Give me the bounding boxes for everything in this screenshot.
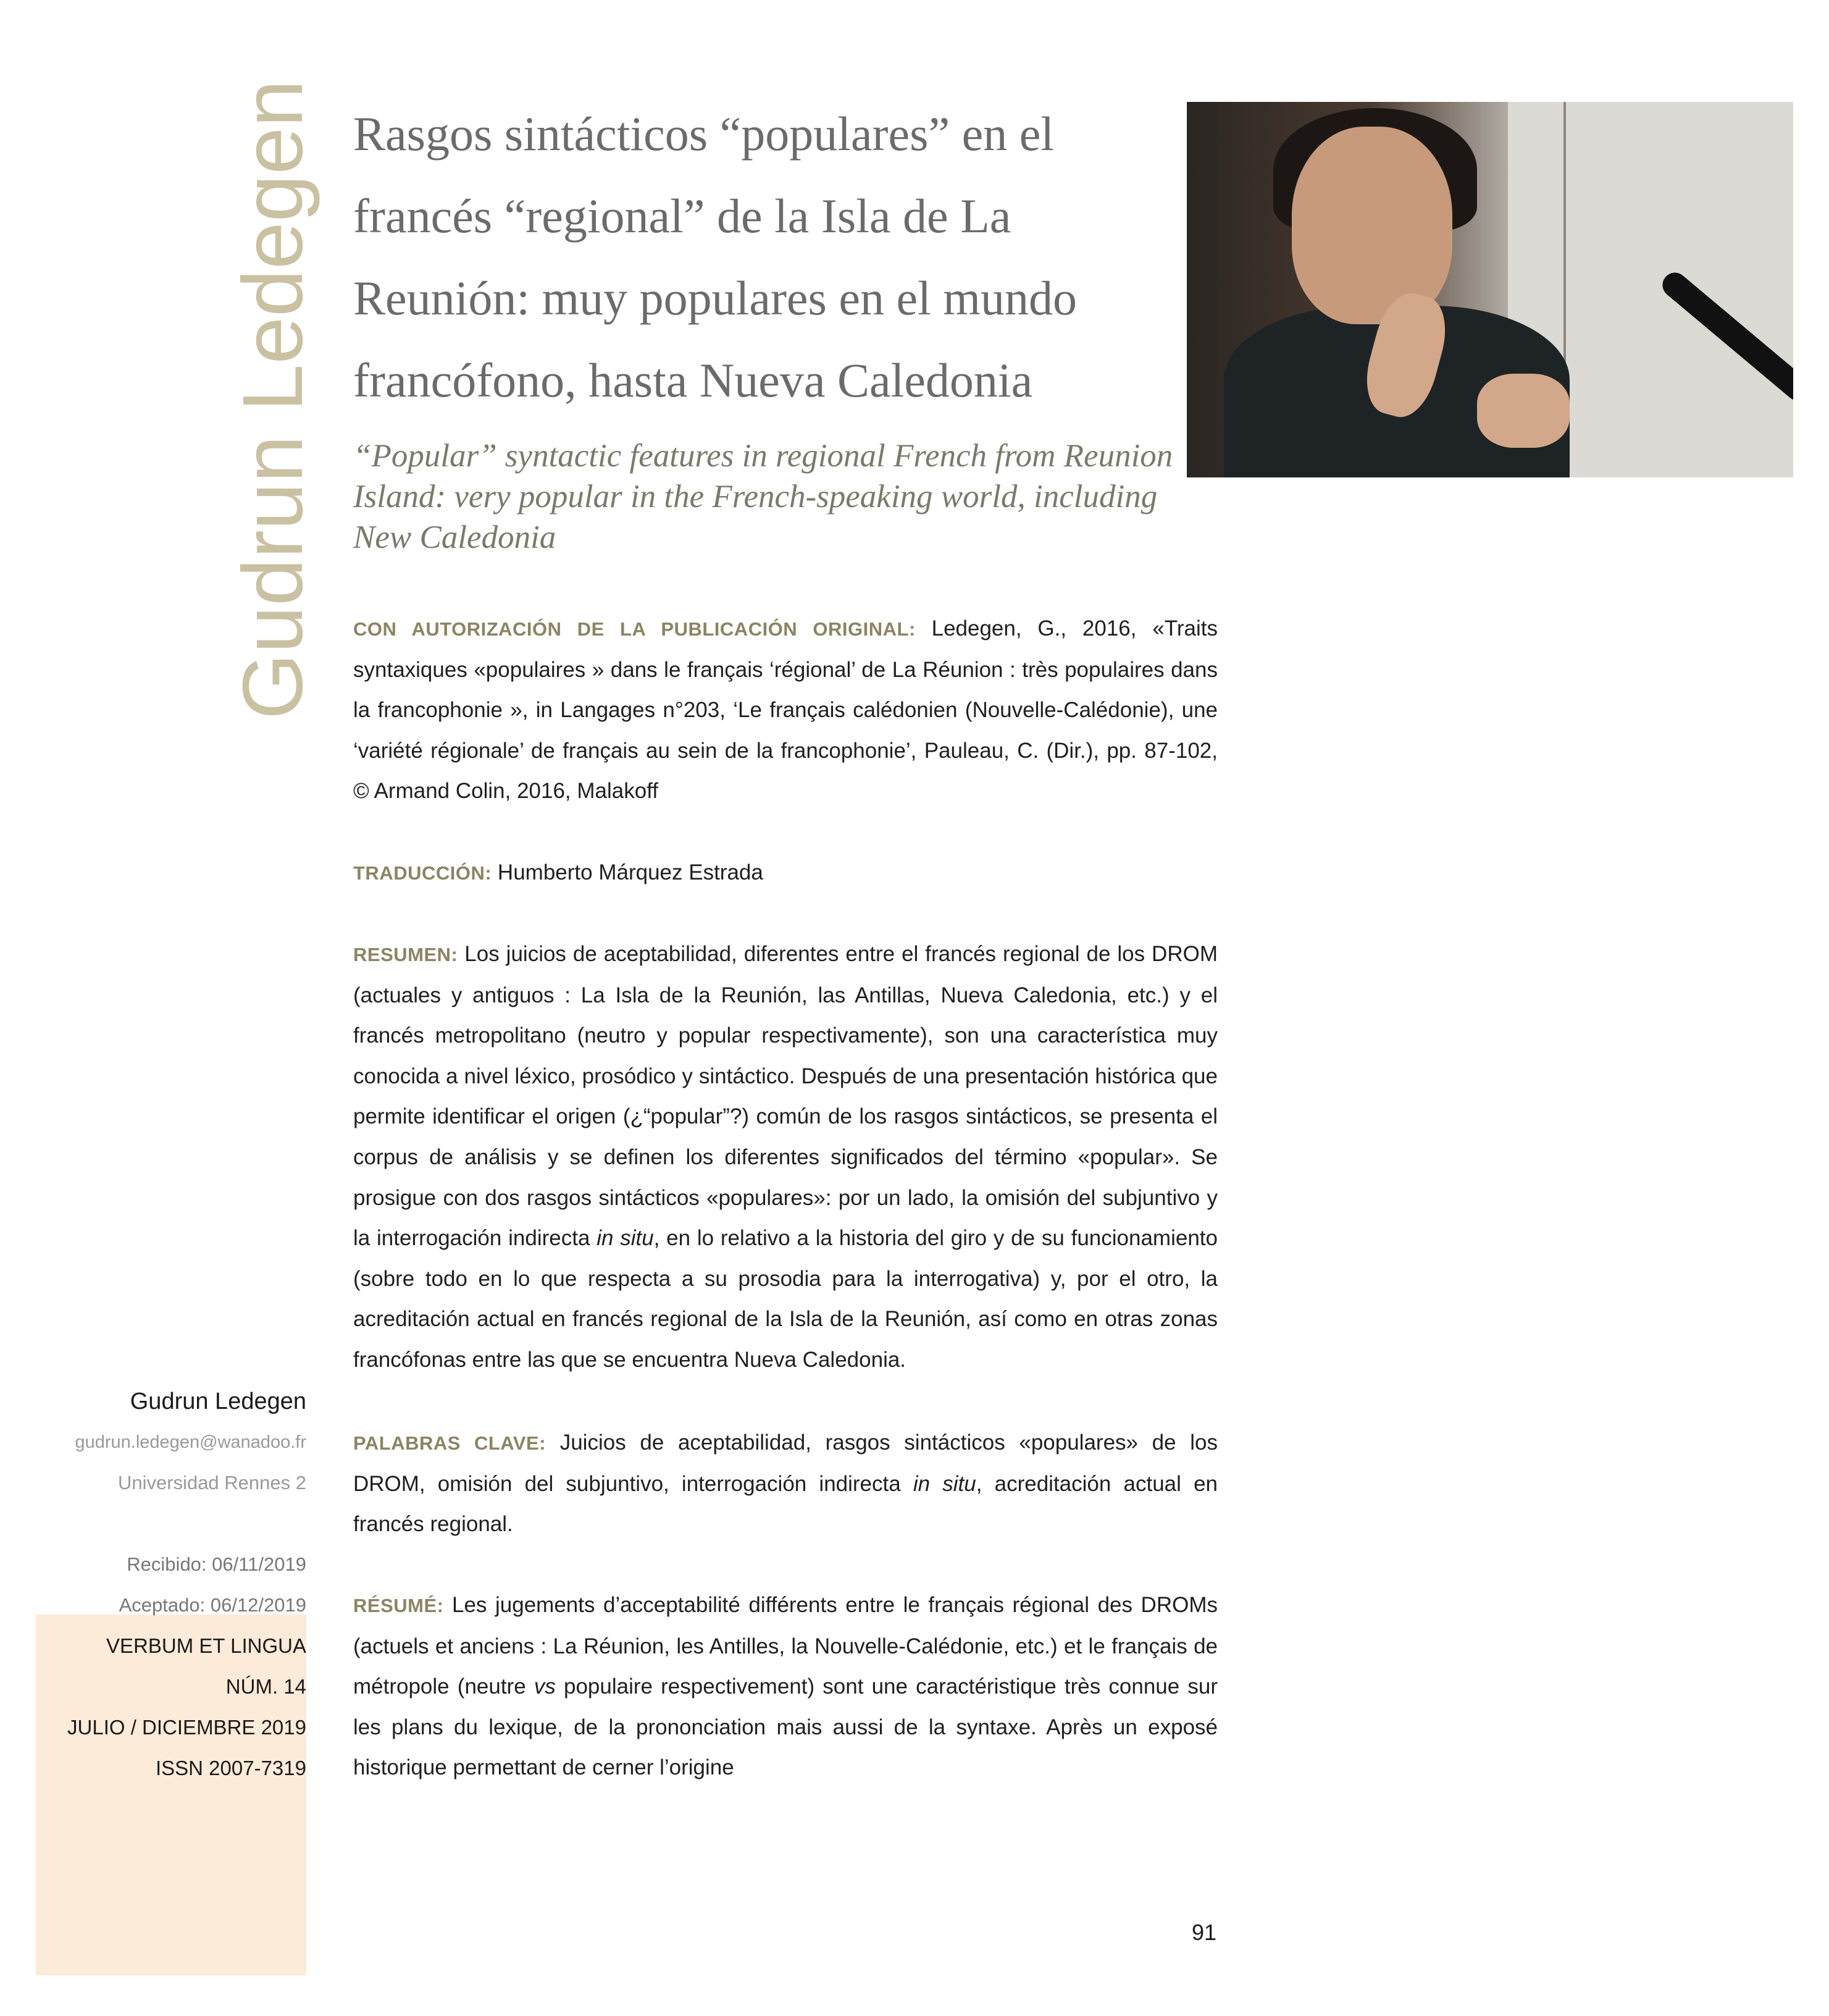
- sidebar-issn: ISSN 2007-7319: [155, 1757, 306, 1779]
- sidebar-issue-period: JULIO / DICIEMBRE 2019: [67, 1716, 306, 1739]
- translation-paragraph: [353, 852, 1218, 894]
- article-title: Rasgos sintácticos “populares” en el francés “regional” de la Isla de La Reunión: muy populares en el mundo francófono, hasta Nueva Caledonia: [353, 107, 1077, 407]
- page-number: 91: [1191, 1920, 1216, 1945]
- abstract-french-label: RÉSUMÉ:: [353, 1595, 444, 1616]
- vertical-author-name: Gudrun Ledegen: [225, 80, 320, 720]
- abstract-spanish-text-before: Los juicios de aceptabilidad, diferentes entre el francés regional de los DROM (actuales y antiguos : La Isla de la Reunión, las Antillas, Nueva Caledonia, etc.) y el francés metropolitano (neutro y popular respectivamente), son una característica muy conocida a nivel léxico, prosódico y sintáctico. Después de una presentación histórica que permite identificar el origen (¿“popular”?) común de los rasgos sintácticos, se presenta el corpus de análisis y se definen los diferentes significados del término «popular». Se prosigue con dos rasgos sintácticos «populares»: por un lado, la omisión del subjuntivo y la interrogación indirecta: [353, 942, 1218, 1251]
- authorization-paragraph: [353, 608, 1218, 812]
- photo-hand-second: [1477, 374, 1570, 448]
- sidebar-journal-name: VERBUM ET LINGUA: [106, 1634, 306, 1657]
- abstract-spanish-italic: in situ: [596, 1226, 654, 1251]
- sidebar-email: gudrun.ledegen@wanadoo.fr: [75, 1432, 306, 1452]
- authorization-text: Ledegen, G., 2016, «Traits syntaxiques «populaires » dans le français ‘régional’ de La Réunion : très populaires dans la francophonie », in Langages n°203, ‘Le français calédonien (Nouvelle-Calédonie), une ‘variété régionale’ de français au sein de la francophonie’, Pauleau, C. (Dir.), pp. 87-102, © Armand Colin, 2016, Malakoff: [353, 616, 1218, 804]
- translation-text: Humberto Márquez Estrada: [492, 860, 763, 884]
- abstract-french-text-after: populaire respectivement) sont une caractéristique très connue sur les plans du lexique, de la prononciation mais aussi de la syntaxe. Après un exposé historique permettant de cerner l’origine: [353, 1674, 1218, 1780]
- keywords-paragraph: [353, 1422, 1218, 1545]
- keywords-italic: in situ: [913, 1471, 976, 1496]
- sidebar-author-name: Gudrun Ledegen: [130, 1388, 306, 1414]
- sidebar-issue-number: NÚM. 14: [225, 1675, 306, 1698]
- keywords-text-before: Juicios de aceptabilidad, rasgos sintácticos «populares» de los DROM, omisión del subjuntivo, interrogación indirecta: [353, 1430, 1218, 1496]
- abstract-spanish-text-after: , en lo relativo a la historia del giro y de su funcionamiento (sobre todo en lo que respecta a su prosodia para la interrogativa) y, por el otro, la acreditación actual en francés regional de la Isla de la Reunión, así como en otras zonas francófonas entre las que se encuentra Nueva Caledonia.: [353, 1226, 1218, 1372]
- abstract-french-text-before: Les jugements d’acceptabilité différents entre le français régional des DROMs (actuels et anciens : La Réunion, les Antilles, la Nouvelle-Calédonie, etc.) et le français de métropole (neutre: [353, 1593, 1218, 1699]
- abstract-spanish: [353, 934, 1218, 1380]
- article-subtitle-english: “Popular” syntactic features in regional French from Reunion Island: very popular in the French-speaking world, including New Caledonia: [353, 438, 1173, 555]
- author-photo: [1187, 102, 1793, 477]
- sidebar-received-date: Recibido: 06/11/2019: [127, 1553, 306, 1575]
- translation-label: TRADUCCIÓN:: [353, 862, 492, 884]
- sidebar-accepted-date: Aceptado: 06/12/2019: [119, 1594, 306, 1616]
- abstract-french-italic: vs: [534, 1674, 556, 1699]
- photo-head: [1292, 127, 1452, 324]
- keywords-text-after: , acreditación actual en francés regional.: [353, 1471, 1218, 1537]
- abstract-french: [353, 1585, 1218, 1788]
- authorization-label: CON AUTORIZACIÓN DE LA PUBLICACIÓN ORIGINAL:: [353, 618, 916, 640]
- abstract-spanish-label: RESUMEN:: [353, 944, 458, 965]
- sidebar-affiliation: Universidad Rennes 2: [117, 1472, 306, 1493]
- keywords-label: PALABRAS CLAVE:: [353, 1432, 546, 1454]
